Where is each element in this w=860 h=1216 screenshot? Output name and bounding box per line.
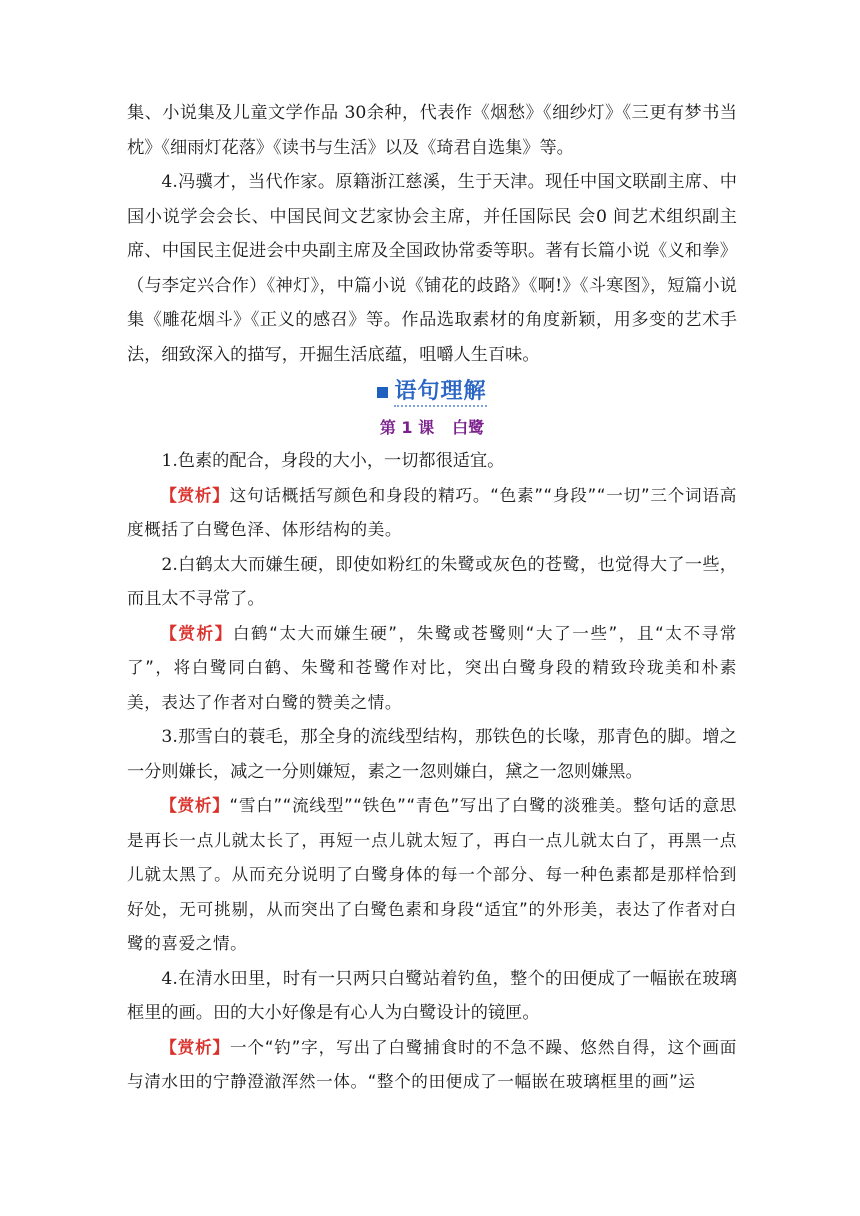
- analysis-text: “雪白”“流线型”“铁色”“青色”写出了白鹭的淡雅美。整句话的意思是再长一点儿就太长了，再短一点儿就太短了，再白一点儿就太白了，再黑一点儿就太黑了。从而充分说明了白鹭身体的每一个部分、每一种色素都是那样恰到好处，无可挑剔，从而突出了白鹭色素和身段“适宜”的外形美，表达了作者对白鹭的喜爱之情。: [127, 796, 737, 953]
- section-title: 语句理解: [394, 379, 486, 407]
- analysis-text: 白鹤“太大而嫌生硬”，朱鹭或苍鹭则“大了一些”，且“太不寻常了”，将白鹭同白鹤、朱鹭和苍鹭作对比，突出白鹭身段的精致玲珑美和朴素美，表达了作者对白鹭的赞美之情。: [127, 623, 737, 712]
- analysis-tag: 【赏析】: [160, 485, 230, 505]
- intro-paragraph: 集、小说集及儿童文学作品 30余种，代表作《烟愁》《细纱灯》《三更有梦书当枕》《细雨灯花落》《读书与生活》以及《琦君自选集》等。: [127, 103, 737, 158]
- analysis-paragraph: [127, 789, 737, 962]
- analysis-tag: 【赏析】: [160, 1037, 230, 1057]
- analysis-paragraph: [127, 1031, 737, 1100]
- lesson-number: 第 1 课: [379, 418, 435, 437]
- lesson-title: [127, 412, 737, 444]
- analysis-text: 这句话概括写颜色和身段的精巧。“色素”“身段”“一切”三个词语高度概括了白鹭色泽、体形结构的美。: [127, 485, 737, 539]
- analysis-paragraph: [127, 479, 737, 548]
- sentence-item: 2.白鹤太大而嫌生硬，即使如粉红的朱鹭或灰色的苍鹭，也觉得大了一些，而且太不寻常了。: [127, 554, 737, 609]
- lesson-name: 白鹭: [452, 418, 485, 437]
- analysis-paragraph: [127, 617, 737, 721]
- sentence-item: 3.那雪白的蓑毛，那全身的流线型结构，那铁色的长喙，那青色的脚。增之一分则嫌长，减之一分则嫌短，素之一忽则嫌白，黛之一忽则嫌黑。: [127, 727, 737, 782]
- sentence-item: 4.在清水田里，时有一只两只白鹭站着钓鱼，整个的田便成了一幅嵌在玻璃框里的画。田的大小好像是有心人为白鹭设计的镜匣。: [127, 968, 737, 1023]
- analysis-tag: 【赏析】: [160, 623, 233, 643]
- section-heading: [127, 372, 737, 412]
- intro-paragraph: 4.冯骥才，当代作家。原籍浙江慈溪，生于天津。现任中国文联副主席、中国小说学会会长、中国民间文艺家协会主席，并任国际民 会0 间艺术组织副主席、中国民主促进会中央副主席及全国政协常委等职。著有长篇小说《义和拳》（与李定兴合作）《神灯》，中篇小说《铺花的歧路》《啊!》《斗寒图》，短篇小说集《雕花烟斗》《正义的感召》等。作品选取素材的角度新颖，用多变的艺术手法，细致深入的描写，开掘生活底蕴，咀嚼人生百味。: [127, 172, 737, 365]
- sentence-item: 1.色素的配合，身段的大小，一切都很适宜。: [161, 451, 505, 471]
- square-bullet-icon: [377, 387, 388, 398]
- analysis-text: 一个“钓”字，写出了白鹭捕食时的不急不躁、悠然自得，这个画面与清水田的宁静澄澈浑然一体。“整个的田便成了一幅嵌在玻璃框里的画”运: [127, 1037, 737, 1091]
- analysis-tag: 【赏析】: [160, 796, 230, 815]
- document-page: [127, 96, 737, 1100]
